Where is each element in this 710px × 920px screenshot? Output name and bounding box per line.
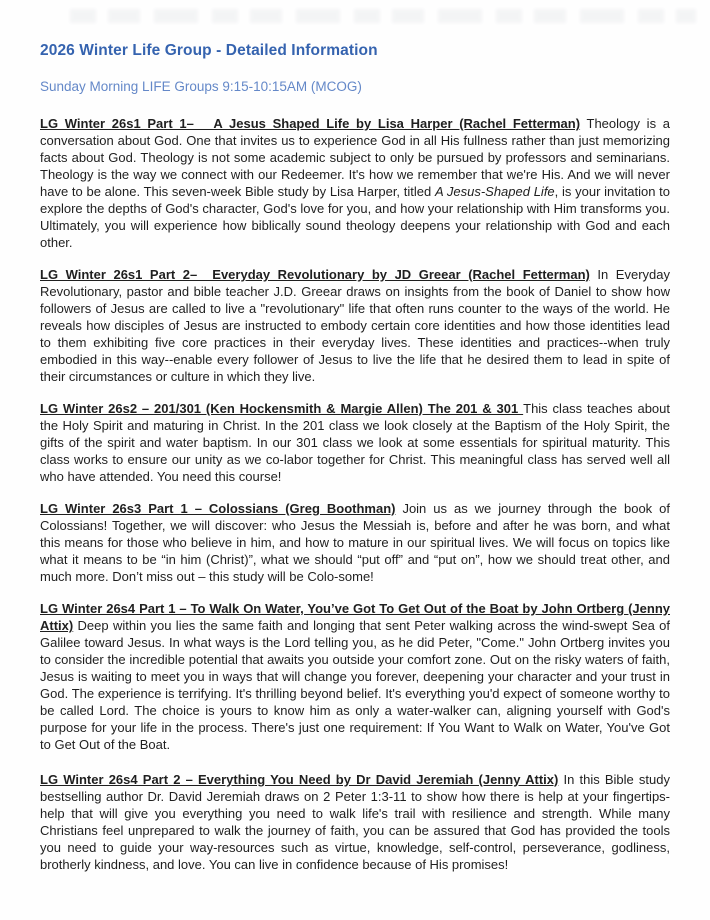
section-heading: LG Winter 26s1 Part 2– Everyday Revolutionary by JD Greear (Rachel Fetterman) <box>40 267 590 282</box>
document-subtitle: Sunday Morning LIFE Groups 9:15-10:15AM (MCOG) <box>40 79 362 94</box>
section-body: Deep within you lies the same faith and longing that sent Peter walking across the wind-swept Sea of Galilee toward Jesus. In what ways is the Lord telling you, as he did Peter, "Come." John Ortberg invites you to consider the incredible potential that awaits you outside your comfort zone. Out on the risky waters of faith, Jesus is waiting to meet you in ways that will change you forever, deepening your character and your trust in God. The experience is terrifying. It's thrilling beyond belief. It's everything you'd expect of someone worthy to be called Lord. The choice is yours to know him as only a water-walker can, aligning yourself with God's purpose for your life in the process. There's just one requirement: If You Want to Walk on Water, You've Got to Get Out of the Boat. <box>40 618 670 752</box>
section-body: In this Bible study bestselling author Dr. David Jeremiah draws on 2 Peter 1:3-11 to show how there is help at your fingertips-help that will give you everything you need to walk life's trail with resilience and strength. While many Christians feel unprepared to walk the journey of faith, you can be assured that God has provided the tools you need to guide your way-resources such as virtue, knowledge, self-control, perseverance, godliness, brotherly kindness, and love. You can live in confidence because of His promises! <box>40 772 671 872</box>
section-26s3-part1 <box>40 500 670 585</box>
scan-bleed-artifact <box>70 9 696 23</box>
section-heading: LG Winter 26s4 Part 2 – Everything You Need by Dr David Jeremiah (Jenny Attix) <box>40 772 559 787</box>
section-heading: LG Winter 26s1 Part 1– A Jesus Shaped Life by Lisa Harper (Rachel Fetterman) <box>40 116 581 131</box>
section-body: In Everyday Revolutionary, pastor and bible teacher J.D. Greear draws on insights from the book of Daniel to show how followers of Jesus are called to live a "revolutionary" life that often runs counter to the ways of the world. He reveals how disciples of Jesus are instructed to embody certain core identities and how those identities lead to them exhibiting five core practices in their everyday lives. These identities and practices--when truly embodied in this way--enable every follower of Jesus to live the life that he desired them to lead in spite of their circumstances or culture in which they live. <box>40 267 670 384</box>
section-heading: LG Winter 26s4 Part 1 – To Walk On Water, You’ve Got To Get Out of the Boat by John Ortberg (Jenny Attix) <box>40 601 670 633</box>
section-body: Theology is a conversation about God. One that invites us to experience God in all His fullness rather than just memorizing facts about God. Theology is not some academic subject to only be pursued by professors and seminarians. Theology is the way we connect with our Redeemer. It's how we remember that we're His. And we will never have to be alone. This seven-week Bible study by Lisa Harper, titled <box>40 116 670 199</box>
section-body: , is your invitation to explore the depths of God's character, God's love for you, and how your relationship with Him transforms you. Ultimately, you will experience how biblically sound theology deepens your relationship with God and each other. <box>40 184 671 250</box>
section-heading: LG Winter 26s3 Part 1 – Colossians (Greg Boothman) <box>40 501 396 516</box>
section-heading: LG Winter 26s2 – 201/301 (Ken Hockensmith & Margie Allen) The 201 & 301 <box>40 401 524 416</box>
section-26s4-part1 <box>40 600 670 753</box>
section-26s1-part2 <box>40 266 670 385</box>
section-body: Join us as we journey through the book of Colossians! Together, we will discover: who Jesus the Messiah is, before and after he was born, and what this means for those who believe in him, and how to mature in our spiritual lives. We will focus on topics like what it means to be “in him (Christ)”, what we should “put off” and “put on”, how we should treat other, and much more. Don’t miss out – this study will be Colo-some! <box>40 501 670 584</box>
section-body: This class teaches about the Holy Spirit and maturing in Christ. In the 201 class we look closely at the Baptism of the Holy Spirit, the gifts of the spirit and water baptism. In our 301 class we look at some essentials for spiritual maturity. This class works to ensure our unity as we co-labor together for Christ. This meaningful class has served well all who have attended. You need this course! <box>40 401 670 484</box>
document-title: 2026 Winter Life Group - Detailed Information <box>40 42 378 59</box>
section-26s4-part2 <box>40 771 670 873</box>
section-26s1-part1 <box>40 115 670 251</box>
book-title-italic: A Jesus-Shaped Life <box>434 184 555 199</box>
section-26s2 <box>40 400 670 485</box>
